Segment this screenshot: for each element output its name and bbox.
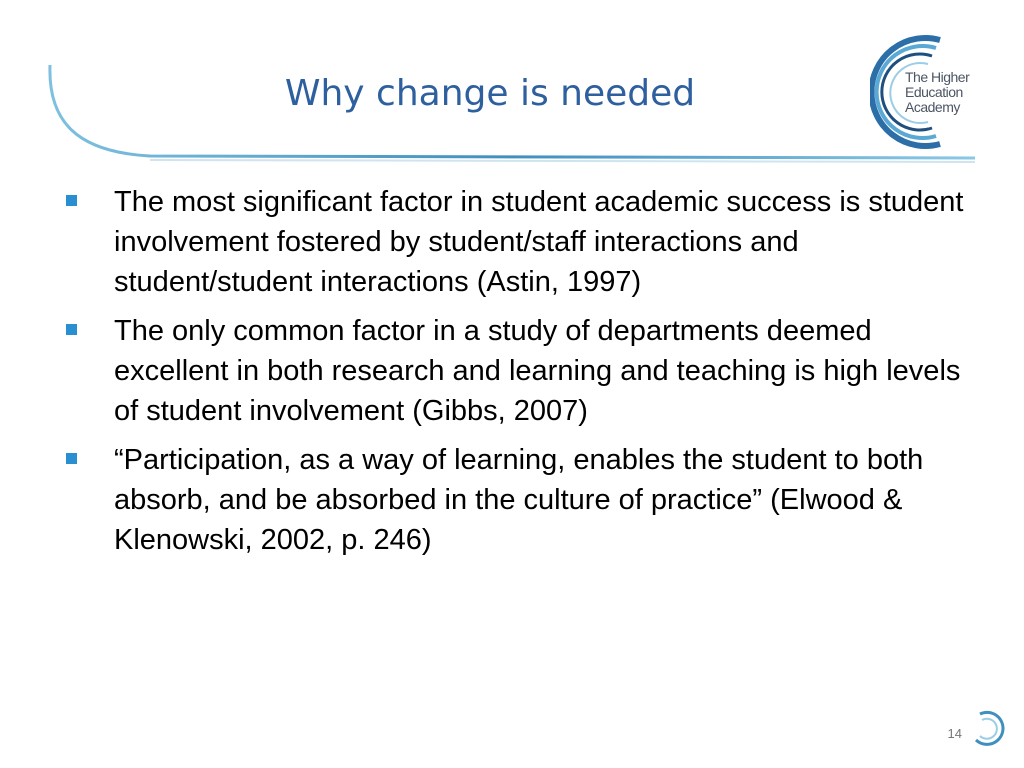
bullet-item xyxy=(64,182,969,302)
bullet-text: The most significant factor in student academic success is student involvement fostered by student/staff interactions and student/student interactions (Astin, 1997) xyxy=(114,186,964,298)
square-bullet-icon xyxy=(66,324,77,335)
logo-line: The Higher xyxy=(905,69,970,85)
square-bullet-icon xyxy=(66,195,77,206)
bullet-item xyxy=(64,311,969,431)
logo-line: Education xyxy=(905,84,963,100)
logo-wordmark xyxy=(905,70,1005,115)
logo-line: Academy xyxy=(905,99,960,115)
corner-swirl-icon xyxy=(966,708,1006,748)
bullet-item xyxy=(64,440,969,560)
square-bullet-icon xyxy=(66,453,77,464)
page-number: 14 xyxy=(947,726,962,741)
bullet-list xyxy=(64,182,969,569)
bullet-text: The only common factor in a study of departments deemed excellent in both research and learning and teaching is high levels of student involvement (Gibbs, 2007) xyxy=(114,315,961,427)
bullet-text: “Participation, as a way of learning, enables the student to both absorb, and be absorbed in the culture of practice” (Elwood & Klenowski, 2002, p. 246) xyxy=(114,444,924,556)
slide-title: Why change is needed xyxy=(284,73,696,114)
